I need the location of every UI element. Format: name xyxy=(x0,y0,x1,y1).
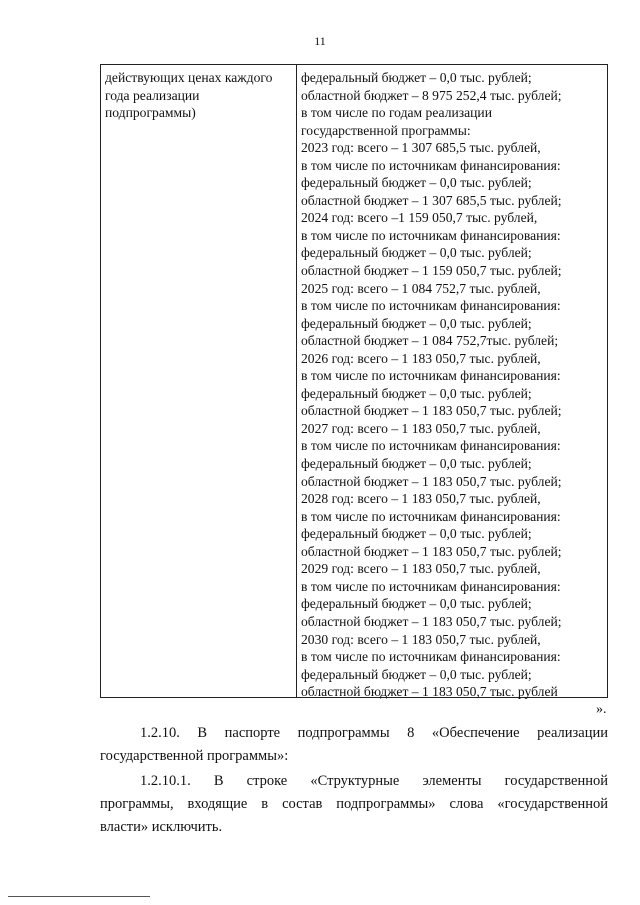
right-cell-line: 2025 год: всего – 1 084 752,7 тыс. рублей, xyxy=(301,280,541,296)
closing-quote: ». xyxy=(596,702,607,717)
right-cell-line: в том числе по источникам финансирования: xyxy=(301,649,561,665)
right-cell-line: 2027 год: всего – 1 183 050,7 тыс. рублей, xyxy=(301,420,541,436)
right-cell-line: 2023 год: всего – 1 307 685,5 тыс. рублей, xyxy=(301,140,541,156)
left-cell-line: года реализации xyxy=(105,87,200,103)
paragraph-1-2-10 xyxy=(100,722,608,768)
right-cell-line: федеральный бюджет – 0,0 тыс. рублей; xyxy=(301,70,532,85)
right-cell-line: в том числе по источникам финансирования: xyxy=(301,578,561,594)
right-cell-line: федеральный бюджет – 0,0 тыс. рублей; xyxy=(301,175,532,191)
left-cell-line: подпрограммы) xyxy=(105,105,196,121)
right-cell-line: федеральный бюджет – 0,0 тыс. рублей; xyxy=(301,596,532,612)
right-cell-line: в том числе по источникам финансирования: xyxy=(301,368,561,384)
right-cell-line: областной бюджет – 1 183 050,7 тыс. рублей xyxy=(301,684,558,700)
right-cell-line: 2028 год: всего – 1 183 050,7 тыс. рублей, xyxy=(301,491,541,507)
right-cell-line: областной бюджет – 1 159 050,7 тыс. рублей; xyxy=(301,263,562,279)
right-cell-line: федеральный бюджет – 0,0 тыс. рублей; xyxy=(301,666,532,682)
right-cell-line: 2024 год: всего –1 159 050,7 тыс. рублей, xyxy=(301,210,538,226)
right-cell-line: областной бюджет – 1 183 050,7 тыс. рублей; xyxy=(301,473,562,489)
left-cell-line: действующих ценах каждого xyxy=(105,70,273,85)
right-cell-line: государственной программы: xyxy=(301,122,471,138)
right-cell-line: 2030 год: всего – 1 183 050,7 тыс. рублей, xyxy=(301,631,541,647)
right-cell-line: в том числе по источникам финансирования: xyxy=(301,508,561,524)
right-cell-line: в том числе по источникам финансирования: xyxy=(301,298,561,314)
paragraph-1-2-10-1 xyxy=(100,770,608,839)
right-cell-line: 2029 год: всего – 1 183 050,7 тыс. рублей, xyxy=(301,561,541,577)
table-left-cell xyxy=(101,65,297,697)
right-cell-line: федеральный бюджет – 0,0 тыс. рублей; xyxy=(301,315,532,331)
right-cell-line: областной бюджет – 1 183 050,7 тыс. рублей; xyxy=(301,543,562,559)
right-cell-line: областной бюджет – 1 307 685,5 тыс. рублей; xyxy=(301,192,562,208)
right-cell-line: областной бюджет – 1 084 752,7тыс. рублей; xyxy=(301,333,559,349)
budget-table xyxy=(100,64,608,698)
right-cell-line: областной бюджет – 1 183 050,7 тыс. рублей; xyxy=(301,613,562,629)
right-cell-line: федеральный бюджет – 0,0 тыс. рублей; xyxy=(301,385,532,401)
right-cell-line: федеральный бюджет – 0,0 тыс. рублей; xyxy=(301,526,532,542)
table-right-cell xyxy=(297,65,607,700)
right-cell-line: федеральный бюджет – 0,0 тыс. рублей; xyxy=(301,456,532,472)
right-cell-line: 2026 год: всего – 1 183 050,7 тыс. рублей, xyxy=(301,350,541,366)
paragraph-line: государственной программы»: xyxy=(100,748,289,764)
paragraph-line: 1.2.10. В паспорте подпрограммы 8 «Обеспечение реализации xyxy=(140,725,608,741)
paragraph-line: власти» исключить. xyxy=(100,819,223,835)
right-cell-line: областной бюджет – 1 183 050,7 тыс. рублей; xyxy=(301,403,562,419)
right-cell-line: в том числе по источникам финансирования: xyxy=(301,227,561,243)
paragraph-line: программы, входящие в состав подпрограммы» слова «государственной xyxy=(100,796,608,812)
right-cell-line: в том числе по источникам финансирования: xyxy=(301,438,561,454)
right-cell-line: в том числе по источникам финансирования: xyxy=(301,157,561,173)
right-cell-line: областной бюджет – 8 975 252,4 тыс. рублей; xyxy=(301,87,562,103)
page-number: 11 xyxy=(314,34,326,48)
footnote-divider xyxy=(8,896,150,897)
right-cell-line: федеральный бюджет – 0,0 тыс. рублей; xyxy=(301,245,532,261)
right-cell-line: в том числе по годам реализации xyxy=(301,105,492,121)
paragraph-line: 1.2.10.1. В строке «Структурные элементы государственной xyxy=(140,773,608,789)
